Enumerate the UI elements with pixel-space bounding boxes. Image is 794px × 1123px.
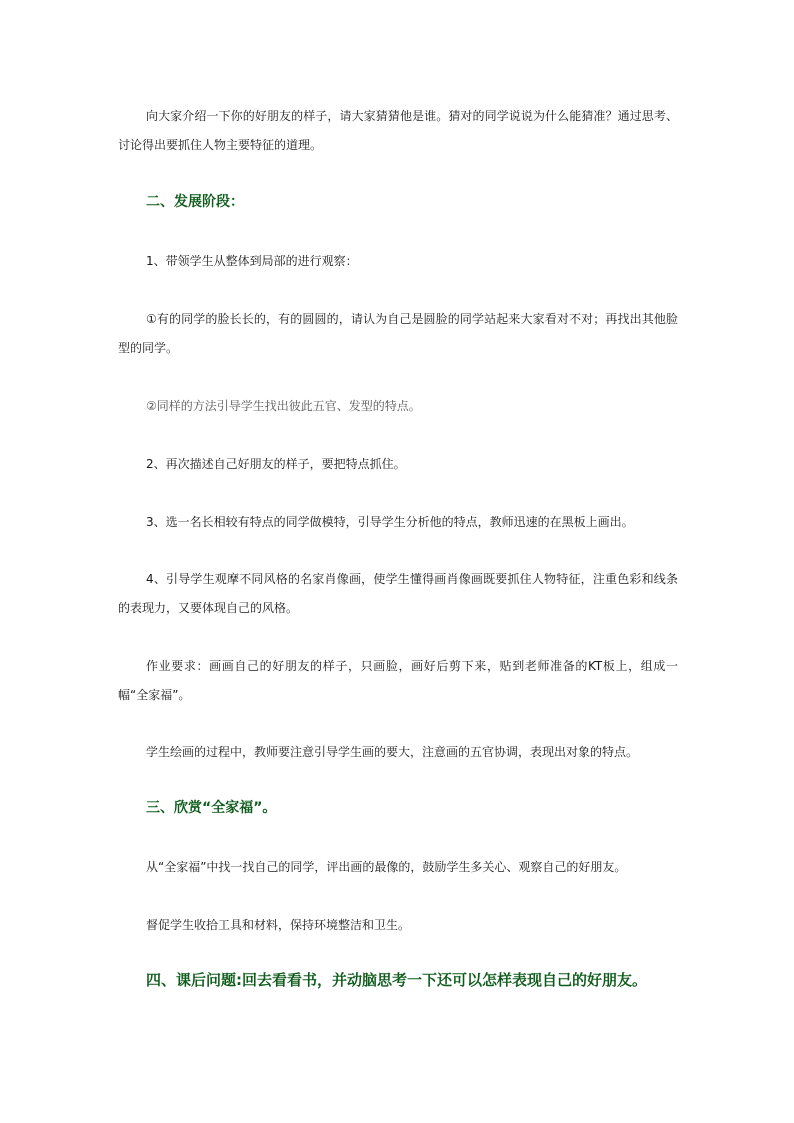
- homework-paragraph: 作业要求：画画自己的好朋友的样子，只画脸，画好后剪下来，贴到老师准备的KT板上，组成一幅“全家福”。: [118, 659, 678, 702]
- step-1b-paragraph: ②同样的方法引导学生找出彼此五官、发型的特点。: [146, 399, 421, 413]
- step-1a-paragraph: ①有的同学的脸长长的，有的圆圆的，请认为自己是圆脸的同学站起来大家看对不对；再找出其他脸型的同学。: [118, 312, 678, 355]
- section-heading-homework-question: 四、课后问题:回去看看书，并动脑思考一下还可以怎样表现自己的好朋友。: [146, 971, 648, 989]
- intro-paragraph: 向大家介绍一下你的好朋友的样子，请大家猜猜他是谁。猜对的同学说说为什么能猜准？通过思考、讨论得出要抓住人物主要特征的道理。: [118, 109, 678, 152]
- step-2-paragraph: 2、再次描述自己好朋友的样子，要把特点抓住。: [146, 457, 406, 471]
- section-heading-development: 二、发展阶段：: [146, 194, 244, 210]
- step-3-paragraph: 3、选一名长相较有特点的同学做模特，引导学生分析他的特点，教师迅速的在黑板上画出。: [146, 515, 634, 529]
- step-4-paragraph: 4、引导学生观摩不同风格的名家肖像画，使学生懂得画肖像画既要抓住人物特征，注重色彩和线条的表现力，又要体现自己的风格。: [118, 572, 678, 615]
- section-heading-appreciation: 三、欣赏“全家福”。: [146, 800, 277, 816]
- step-1-paragraph: 1、带领学生从整体到局部的进行观察：: [146, 254, 358, 268]
- guidance-paragraph: 学生绘画的过程中，教师要注意引导学生画的要大，注意画的五官协调，表现出对象的特点。: [146, 745, 639, 759]
- appreciate-paragraph: 从“全家福”中找一找自己的同学，评出画的最像的，鼓励学生多关心、观察自己的好朋友。: [146, 860, 627, 874]
- cleanup-paragraph: 督促学生收拾工具和材料，保持环境整洁和卫生。: [146, 918, 411, 932]
